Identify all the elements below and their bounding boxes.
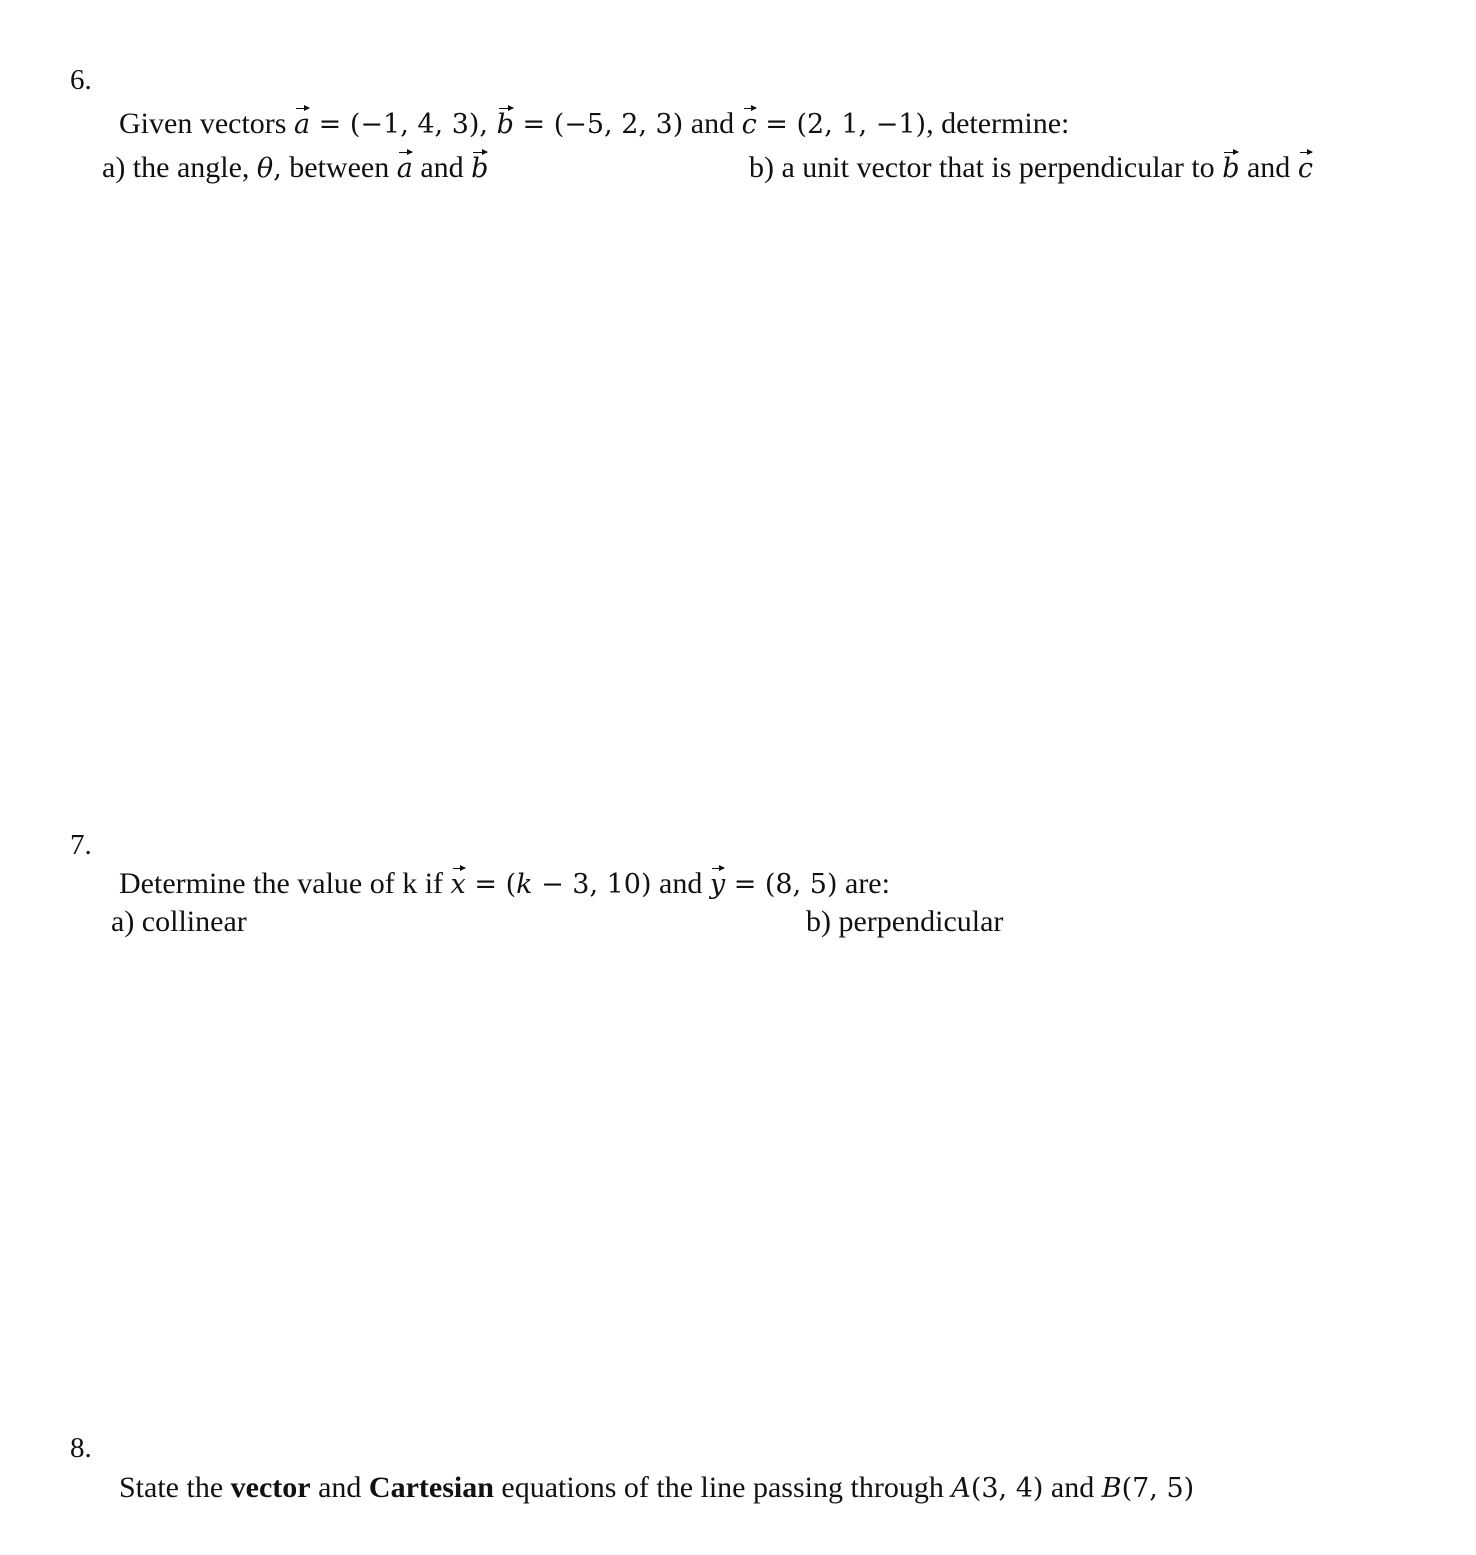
point-a-label: A — [951, 1473, 971, 1504]
point-a-coords: (3, 4) — [970, 1473, 1044, 1504]
q6b-vector-b-symbol: b — [1222, 153, 1240, 184]
point-b-label: B — [1101, 1473, 1122, 1504]
question-6-prompt — [119, 109, 1069, 139]
q8-and-2: and — [1043, 1471, 1102, 1504]
vector-b-symbol: b — [496, 109, 514, 140]
q6a-vector-a-symbol: a — [396, 153, 413, 184]
q8-prompt-lead: State the — [119, 1471, 231, 1504]
point-b-coords: (7, 5) — [1121, 1473, 1195, 1504]
vector-a-symbol: a — [293, 109, 311, 140]
q7-prompt-lead: Determine the value of k if — [119, 867, 451, 900]
k-variable: k — [516, 869, 533, 900]
q6a-between: between — [281, 151, 397, 184]
vector-c-symbol: c — [741, 109, 757, 140]
q8-prompt-rest: equations of the line passing through — [493, 1471, 952, 1504]
q6a-vector-b-symbol: b — [471, 153, 489, 184]
q6a-and: and — [412, 151, 472, 184]
question-6-part-a — [102, 153, 488, 183]
q6-equals-1: = — [310, 109, 350, 140]
q8-bold-cartesian: Cartesian — [368, 1471, 494, 1504]
q8-and-1: and — [310, 1471, 369, 1504]
q6b-vector-c-symbol: c — [1297, 153, 1313, 184]
q6a-lead: a) the angle, — [102, 151, 257, 184]
vector-b-value: (−5, 2, 3) — [553, 109, 684, 140]
vector-x-symbol: x — [450, 869, 466, 900]
q6-equals-2: = — [513, 109, 554, 140]
q7-equals-1: = ( — [465, 869, 517, 900]
q6-prompt-lead: Given vectors — [119, 107, 294, 140]
q6-equals-3: = — [756, 109, 797, 140]
vector-y-value: = (8, 5) — [725, 869, 838, 900]
q6-and-word: and — [683, 107, 742, 140]
q6b-and: and — [1239, 151, 1298, 184]
q7-prompt-tail: are: — [837, 867, 890, 900]
question-8-prompt — [119, 1473, 1194, 1503]
vector-c-value: (2, 1, −1) — [796, 109, 927, 140]
theta-symbol: θ — [256, 153, 274, 184]
question-6-part-b — [749, 153, 1313, 183]
question-6-number: 6. — [70, 64, 92, 96]
q7-and-word: and — [651, 867, 710, 900]
question-8-number: 8. — [70, 1432, 92, 1464]
q6-prompt-tail: , determine: — [926, 107, 1070, 140]
question-7-part-b: b) perpendicular — [806, 905, 1004, 938]
question-7-part-a: a) collinear — [111, 905, 247, 938]
q8-bold-vector: vector — [230, 1471, 311, 1504]
q6b-lead: b) a unit vector that is perpendicular to — [749, 151, 1223, 184]
vector-y-symbol: y — [709, 869, 726, 900]
question-7-number: 7. — [70, 829, 92, 861]
vector-x-value: − 3, 10) — [532, 869, 652, 900]
vector-a-value: (−1, 4, 3), — [349, 109, 497, 140]
question-7-prompt — [119, 869, 890, 899]
q6a-comma: , — [273, 153, 282, 184]
